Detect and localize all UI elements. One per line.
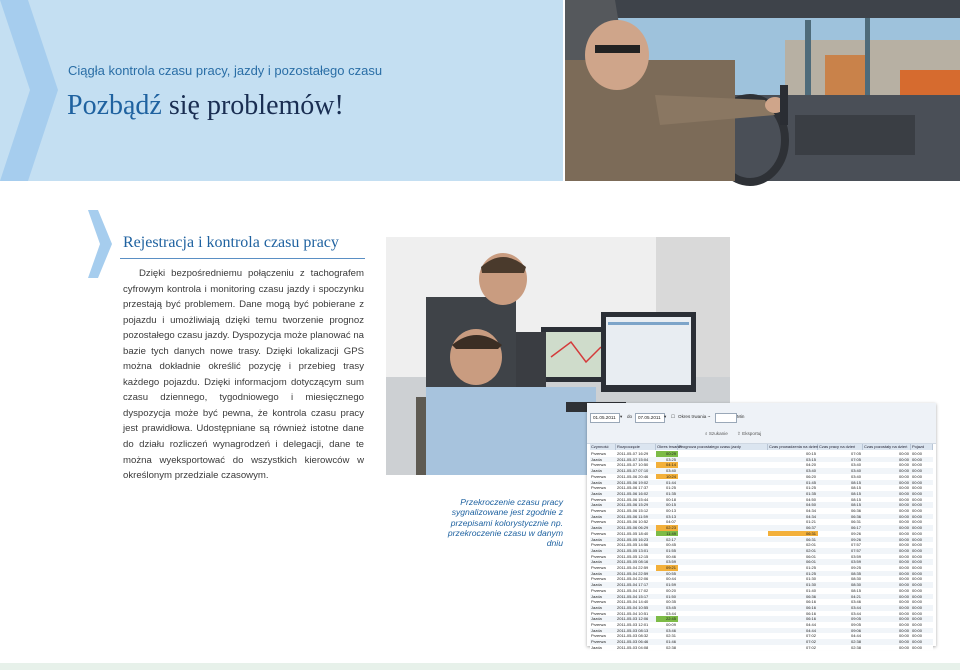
- table-cell: 00:00: [898, 559, 909, 565]
- table-cell: 02:31: [665, 633, 676, 639]
- table-cell: 09:25: [850, 565, 861, 570]
- label-to: do: [627, 414, 633, 419]
- table-cell: 2011-05-04 17:17: [617, 582, 649, 588]
- table-cell: 08:30: [850, 582, 861, 588]
- table-cell: 06:36: [805, 593, 816, 599]
- table-cell: 2011-05-04 10:55: [617, 604, 649, 610]
- table-cell: 00:00: [912, 559, 923, 565]
- column-header[interactable]: Czynność: [590, 444, 616, 450]
- table-cell: 07:05: [850, 451, 861, 456]
- table-cell: 08:15: [850, 587, 861, 593]
- table-cell: 00:46: [665, 553, 676, 559]
- table-cell: 04:44: [805, 627, 816, 633]
- table-cell: 04:14: [656, 462, 678, 468]
- table-cell: 03:59: [850, 559, 861, 565]
- table-cell: 00:20: [665, 587, 676, 593]
- table-cell: 02:01: [805, 547, 816, 553]
- table-cell: 2011-05-05 16:23: [617, 536, 649, 542]
- table-cell: 2011-05-07 16:29: [617, 451, 649, 456]
- table-cell: 00:00: [898, 627, 909, 633]
- table-cell: 01:59: [665, 582, 676, 588]
- table-cell: 07:02: [805, 644, 816, 650]
- table-cell: Przerwa: [591, 587, 606, 593]
- column-header[interactable]: Czas pozostały na dzień: [863, 444, 911, 450]
- table-cell: 2011-05-03 08:13: [617, 627, 649, 633]
- table-cell: 00:00: [912, 610, 923, 616]
- table-cell: 00:15: [805, 451, 816, 456]
- table-cell: 2011-05-05 12:15: [617, 553, 649, 559]
- table-cell: 00:15: [665, 502, 676, 508]
- table-cell: Jazda: [591, 513, 602, 519]
- table-cell: 2011-05-03 08:32: [617, 633, 649, 639]
- table-cell: 04:21: [850, 593, 861, 599]
- table-cell: Przerwa: [591, 639, 606, 645]
- table-cell: 03:40: [665, 468, 676, 474]
- table-cell: Przerwa: [591, 508, 606, 513]
- table-cell: 2011-05-06 16:02: [617, 490, 649, 496]
- table-cell: 00:00: [912, 502, 923, 508]
- table-cell: 06:01: [805, 559, 816, 565]
- table-cell: 00:00: [912, 627, 923, 633]
- table-cell: Jazda: [591, 559, 602, 565]
- table-cell: 00:00: [912, 587, 923, 593]
- table-cell: 00:00: [912, 468, 923, 474]
- table-cell: Jazda: [591, 479, 602, 485]
- table-cell: 00:00: [912, 536, 923, 542]
- filter-toolbar: [587, 403, 936, 444]
- table-cell: 06:36: [850, 508, 861, 513]
- table-cell: 08:15: [850, 490, 861, 496]
- header-subtitle: Ciągła kontrola czasu pracy, jazdy i pozostałego czasu: [68, 63, 383, 78]
- table-cell: 09:05: [850, 622, 861, 627]
- footer-divider: [0, 663, 960, 670]
- page-title: [67, 90, 344, 122]
- table-cell: 01:30: [805, 576, 816, 582]
- table-cell: 03:44: [850, 610, 861, 616]
- table-cell: 00:00: [898, 473, 909, 479]
- table-cell: 2011-05-03 04:08: [617, 644, 649, 650]
- table-cell: 11:49: [656, 531, 678, 537]
- table-cell: 09:26: [850, 536, 861, 542]
- table-cell: 06:20: [805, 473, 816, 479]
- section-divider: [120, 258, 365, 259]
- page-title-part2: się problemów!: [161, 90, 344, 121]
- table-cell: 2011-05-05 13:01: [617, 547, 649, 553]
- table-cell: 00:00: [912, 530, 923, 536]
- table-cell: 02:38: [850, 644, 861, 650]
- table-cell: Jazda: [591, 627, 602, 633]
- section-body-text: [123, 266, 364, 484]
- table-cell: 2011-05-06 15:12: [617, 508, 649, 513]
- table-cell: Jazda: [591, 547, 602, 553]
- table-cell: 00:09: [665, 622, 676, 627]
- export-button[interactable]: ⇪ Eksportuj: [737, 431, 762, 436]
- table-cell: 01:35: [665, 490, 676, 496]
- table-cell: 00:00: [912, 604, 923, 610]
- table-cell: 03:59: [665, 559, 676, 565]
- table-cell: 2011-05-05 08:16: [617, 559, 649, 565]
- table-cell: 2011-05-03 06:46: [617, 639, 649, 645]
- table-cell: 09:05: [850, 616, 861, 622]
- table-cell: Przerwa: [591, 473, 606, 479]
- table-cell: 2011-05-04 10:51: [617, 610, 649, 616]
- table-cell: 00:18: [665, 496, 676, 502]
- table-cell: 22:45: [656, 616, 678, 622]
- table-cell: 00:00: [898, 644, 909, 650]
- table-cell: 00:44: [665, 576, 676, 582]
- table-cell: Jazda: [591, 604, 602, 610]
- table-cell: 03:40: [850, 462, 861, 468]
- table-cell: 04:34: [805, 508, 816, 513]
- figure-caption: Przekroczenie czasu pracy sygnalizowane jest zgodnie z przepisami kolorystycznie np. przekroczenie czasu w danym dniu: [447, 497, 563, 549]
- column-header[interactable]: Czas pracy na dzień: [818, 444, 863, 450]
- table-cell: 09:06: [850, 627, 861, 633]
- table-cell: 2011-05-07 10:50: [617, 462, 649, 468]
- table-cell: 00:00: [898, 508, 909, 513]
- table-cell: 07:02: [805, 633, 816, 639]
- table-cell: 02:01: [805, 542, 816, 548]
- table-cell: 00:00: [912, 456, 923, 462]
- table-cell: 2011-05-05 14:56: [617, 542, 649, 548]
- table-cell: 01:46: [665, 639, 676, 645]
- table-cell: 2011-05-04 14:40: [617, 599, 649, 605]
- table-cell: 03:40: [850, 473, 861, 479]
- table-cell: 2011-05-03 12:01: [617, 622, 649, 627]
- table-cell: 2011-05-06 15:44: [617, 496, 649, 502]
- table-cell: 00:00: [912, 451, 923, 456]
- date-picker-icon[interactable]: ▾: [620, 414, 623, 419]
- duration-input[interactable]: [715, 413, 737, 423]
- table-cell: 00:00: [912, 639, 923, 645]
- table-cell: 01:25: [805, 565, 816, 570]
- table-cell: 08:15: [850, 502, 861, 508]
- table-cell: 00:00: [898, 587, 909, 593]
- section-title: Rejestracja i kontrola czasu pracy: [123, 234, 339, 251]
- table-cell: 00:00: [912, 570, 923, 576]
- table-cell: 08:15: [850, 496, 861, 502]
- table-cell: 02:38: [665, 644, 676, 650]
- table-cell: Jazda: [591, 468, 602, 474]
- table-cell: 2011-05-07 07:10: [617, 468, 649, 474]
- table-cell: Przerwa: [591, 485, 606, 491]
- table-cell: Przerwa: [591, 633, 606, 639]
- table-cell: 08:35: [850, 570, 861, 576]
- table-cell: 02:23: [656, 525, 678, 531]
- table-cell: Przerwa: [591, 519, 606, 525]
- duration-checkbox[interactable]: ☐: [671, 414, 676, 419]
- table-cell: 02:38: [850, 639, 861, 645]
- table-cell: Jazda: [591, 456, 602, 462]
- table-cell: 00:55: [665, 570, 676, 576]
- table-cell: 00:00: [898, 639, 909, 645]
- table-cell: 00:00: [898, 490, 909, 496]
- table-cell: 06:16: [805, 604, 816, 610]
- table-cell: 04:07: [665, 519, 676, 525]
- table-cell: 00:00: [898, 502, 909, 508]
- table-cell: 00:00: [912, 479, 923, 485]
- table-cell: 00:00: [912, 508, 923, 513]
- table-cell: 01:50: [665, 593, 676, 599]
- table-cell: 2011-05-06 15:29: [617, 502, 649, 508]
- table-cell: 03:46: [665, 627, 676, 633]
- table-cell: Jazda: [591, 570, 602, 576]
- table-cell: 00:00: [912, 513, 923, 519]
- table-cell: 01:21: [805, 519, 816, 525]
- table-cell: 09:21: [656, 565, 678, 571]
- table-cell: 00:00: [912, 496, 923, 502]
- table-cell: 00:00: [912, 644, 923, 650]
- table-cell: 02:17: [665, 536, 676, 542]
- table-cell: 00:00: [912, 593, 923, 599]
- table-cell: 00:00: [912, 462, 923, 468]
- table-cell: 01:44: [665, 479, 676, 485]
- table-cell: 03:45: [665, 604, 676, 610]
- table-cell: Jazda: [591, 525, 602, 531]
- table-cell: 01:55: [665, 547, 676, 553]
- table-cell: 03:13: [665, 513, 676, 519]
- table-cell: 00:00: [898, 610, 909, 616]
- table-cell: 04:44: [805, 622, 816, 627]
- table-cell: 07:57: [850, 547, 861, 553]
- table-cell: 07:05: [850, 456, 861, 462]
- table-cell: 2011-05-05 18:40: [617, 530, 649, 536]
- table-cell: 00:00: [912, 490, 923, 496]
- table-cell: 00:00: [898, 513, 909, 519]
- table-cell: 00:13: [665, 508, 676, 513]
- table-cell: 00:00: [898, 565, 909, 570]
- table-cell: 08:15: [850, 479, 861, 485]
- table-cell: 03:44: [665, 610, 676, 616]
- table-cell: 03:40: [805, 468, 816, 474]
- table-cell: 00:00: [912, 553, 923, 559]
- table-cell: 06:31: [850, 519, 861, 525]
- table-cell: Jazda: [591, 582, 602, 588]
- export-icon: ⇪: [737, 431, 741, 436]
- table-cell: 03:25: [665, 456, 676, 462]
- table-cell: 00:00: [898, 519, 909, 525]
- column-header[interactable]: Okres trwania: [657, 444, 682, 449]
- table-cell: 00:00: [898, 570, 909, 576]
- table-cell: 2011-05-04 15:17: [617, 593, 649, 599]
- table-cell: Przerwa: [591, 610, 606, 616]
- table-cell: 01:25: [805, 570, 816, 576]
- table-cell: 00:00: [898, 599, 909, 605]
- table-cell: Przerwa: [591, 462, 606, 468]
- table-cell: Przerwa: [591, 496, 606, 502]
- table-cell: 04:44: [850, 633, 861, 639]
- table-cell: 06:16: [805, 616, 816, 622]
- table-cell: 00:00: [898, 525, 909, 531]
- table-cell: 00:00: [898, 479, 909, 485]
- table-cell: Przerwa: [591, 542, 606, 548]
- duration-label: Okres trwania ~: [678, 414, 711, 419]
- date-picker-icon[interactable]: ▾: [664, 414, 667, 419]
- table-cell: 08:30: [850, 576, 861, 582]
- table-cell: 04:50: [805, 502, 816, 508]
- table-cell: 01:45: [805, 479, 816, 485]
- table-cell: 06:36: [850, 513, 861, 519]
- table-cell: 00:00: [912, 565, 923, 570]
- table-cell: 2011-05-06 19:02: [617, 479, 649, 485]
- table-cell: Jazda: [591, 490, 602, 496]
- table-cell: 01:25: [665, 485, 676, 491]
- column-header[interactable]: Prognoza pozostałego czasu jazdy: [678, 444, 768, 450]
- date-to-input[interactable]: 07.05.2011: [635, 413, 665, 423]
- table-cell: 2011-05-06 10:52: [617, 519, 649, 525]
- table-cell: 00:00: [912, 547, 923, 553]
- table-cell: 00:00: [912, 633, 923, 639]
- table-cell: Przerwa: [591, 530, 606, 536]
- table-cell: 00:00: [898, 547, 909, 553]
- table-cell: 2011-05-04 22:59: [617, 570, 649, 576]
- table-cell: 07:02: [805, 639, 816, 645]
- table-cell: 2011-05-04 22:59: [617, 565, 649, 570]
- date-from-input[interactable]: 01.05.2011: [590, 413, 620, 423]
- table-cell: 07:57: [850, 542, 861, 548]
- section-chevron-decoration: [88, 210, 112, 278]
- table-cell: 06:01: [805, 553, 816, 559]
- table-cell: 00:00: [912, 542, 923, 548]
- column-header[interactable]: Czas prowadzenia na dzień: [769, 444, 819, 449]
- label-min: Min: [737, 414, 745, 419]
- table-cell: 08:15: [850, 485, 861, 491]
- table-cell: 06:16: [805, 610, 816, 616]
- table-cell: Przerwa: [591, 622, 606, 627]
- table-cell: 2011-05-06 17:37: [617, 485, 649, 491]
- table-cell: 09:26: [850, 530, 861, 536]
- table-cell: 00:00: [898, 604, 909, 610]
- table-cell: 06:16: [805, 599, 816, 605]
- column-header[interactable]: Pojazd: [911, 444, 933, 450]
- search-button[interactable]: ⌕ Szukanie: [705, 431, 728, 436]
- table-cell: 00:00: [898, 593, 909, 599]
- column-header[interactable]: Rozpoczęcie: [616, 444, 656, 450]
- table-cell: 00:00: [912, 616, 923, 622]
- table-cell: 00:00: [898, 622, 909, 627]
- table-cell: Jazda: [591, 616, 602, 622]
- table-cell: 00:00: [912, 485, 923, 491]
- software-screenshot-panel: [587, 403, 936, 650]
- table-cell: 03:46: [850, 599, 861, 605]
- table-cell: Jazda: [591, 502, 602, 508]
- table-cell: 00:00: [898, 485, 909, 491]
- table-cell: Jazda: [591, 593, 602, 599]
- table-cell: 00:00: [898, 576, 909, 582]
- table-cell: Jazda: [591, 536, 602, 542]
- table-cell: 04:50: [805, 496, 816, 502]
- table-cell: 00:00: [898, 616, 909, 622]
- table-cell: 04:20: [805, 462, 816, 468]
- table-cell: 2011-05-04 22:06: [617, 576, 649, 582]
- header-chevron-decoration: [0, 0, 60, 181]
- table-cell: 00:00: [898, 536, 909, 542]
- table-cell: Przerwa: [591, 553, 606, 559]
- table-cell: 00:00: [898, 496, 909, 502]
- table-cell: 2011-05-04 17:02: [617, 587, 649, 593]
- table-cell: Przerwa: [591, 576, 606, 582]
- table-cell: 00:00: [898, 633, 909, 639]
- table-cell: 06:37: [805, 525, 816, 531]
- table-cell: Jazda: [591, 644, 602, 650]
- table-cell: 01:35: [805, 490, 816, 496]
- table-cell: 00:00: [912, 525, 923, 531]
- table-cell: 00:00: [898, 530, 909, 536]
- table-cell: 00:00: [912, 519, 923, 525]
- table-cell: Przerwa: [591, 599, 606, 605]
- table-cell: 00:00: [898, 468, 909, 474]
- table-cell: 00:45: [665, 542, 676, 548]
- page-title-part1: Pozbądź: [67, 90, 162, 121]
- table-cell: 2011-05-06 11:59: [617, 513, 648, 519]
- table-cell: 00:35: [665, 599, 676, 605]
- truck-driver-photo: [565, 0, 960, 181]
- table-cell: 00:00: [898, 451, 909, 456]
- table-cell: 03:40: [850, 468, 861, 474]
- table-cell: 04:34: [805, 513, 816, 519]
- search-icon: ⌕: [705, 431, 708, 436]
- table-cell: Przerwa: [591, 451, 606, 456]
- table-cell: 00:00: [898, 462, 909, 468]
- table-cell: Przerwa: [591, 565, 606, 570]
- table-cell: 00:00: [898, 456, 909, 462]
- table-cell: 01:30: [805, 582, 816, 588]
- table-cell: [678, 645, 768, 651]
- table-cell: 00:00: [898, 542, 909, 548]
- table-cell: 2011-05-03 12:06: [617, 616, 649, 622]
- table-cell: 00:00: [912, 576, 923, 582]
- table-cell: 00:29: [656, 451, 678, 457]
- table-cell: 06:31: [805, 536, 816, 542]
- table-cell: 10:24: [656, 474, 678, 480]
- table-cell: 03:59: [850, 553, 861, 559]
- table-cell: 2011-05-06 20:46: [617, 473, 649, 479]
- table-cell: 06:31: [768, 531, 818, 537]
- table-cell: 01:40: [805, 587, 816, 593]
- table-cell: 00:00: [912, 582, 923, 588]
- table-cell: 06:17: [850, 525, 861, 531]
- table-cell: 00:00: [898, 582, 909, 588]
- table-cell: 00:00: [912, 622, 923, 627]
- table-cell: 03:44: [850, 604, 861, 610]
- table-cell: 00:00: [898, 553, 909, 559]
- section-body: Dzięki bezpośredniemu połączeniu z tachografem cyfrowym kontrola i monitoring czasu jazdy i spoczynku przestają być problemem. Dane mogą być pobierane z pojazdu i umożliwiają dzięki temu tworzenie prognoz pozostałego czasu jazdy. Dyspozycja może planować na bazie tych danych nowe trasy. Dzięki lokalizacji GPS można dokładnie określić pozycję i przebieg trasy każdego pojazdu. Dzięki informacjom dotyczącym sum czasu dziennego, tygodniowego i miesięcznego dyspozycja może być pewna, że kontrola czasu pracy jest prawidłowa. Udostępniane są również istotne dane do działu rozliczeń wynagrodzeń i delegacji, dane te można wyeksportować do wszystkich kierowców w określonym przedziale czasowym.: [123, 268, 364, 482]
- table-cell: 00:00: [912, 473, 923, 479]
- table-cell: 00:00: [912, 599, 923, 605]
- table-cell: 01:25: [805, 485, 816, 491]
- table-cell: 2011-05-06 06:29: [617, 525, 649, 531]
- table-cell: 03:15: [805, 456, 816, 462]
- table-cell: 2011-05-07 15:04: [617, 456, 649, 462]
